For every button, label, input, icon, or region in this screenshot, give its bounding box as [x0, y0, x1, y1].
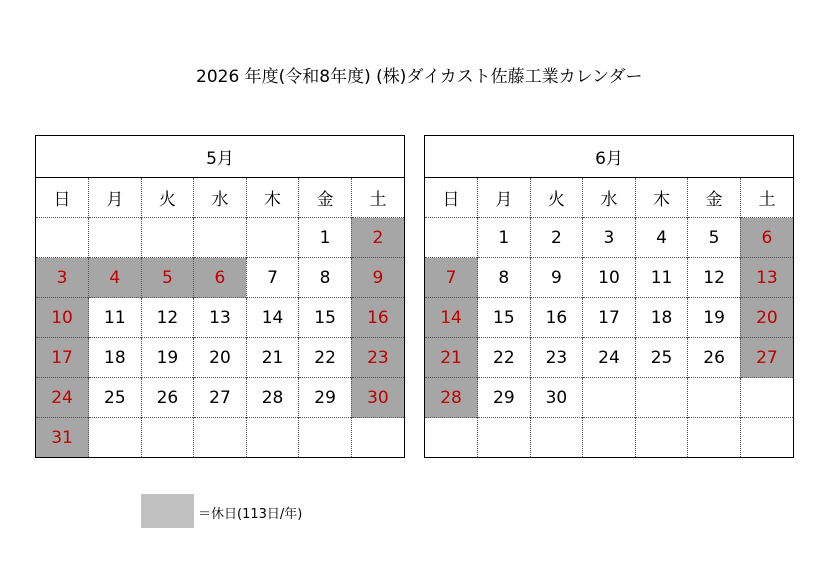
empty-day-cell	[583, 378, 636, 418]
weekday-header: 金	[299, 178, 352, 218]
weekday-header: 金	[688, 178, 741, 218]
weekday-header: 水	[194, 178, 247, 218]
day-cell: 2	[351, 218, 404, 258]
empty-day-cell	[583, 418, 636, 458]
weekday-header: 月	[478, 178, 531, 218]
day-cell: 13	[740, 258, 793, 298]
empty-day-cell	[740, 378, 793, 418]
day-cell: 23	[351, 338, 404, 378]
day-cell: 15	[299, 298, 352, 338]
week-row	[36, 298, 404, 338]
day-cell: 21	[246, 338, 299, 378]
weekday-header: 木	[246, 178, 299, 218]
week-row	[425, 218, 793, 258]
day-cell: 19	[688, 298, 741, 338]
empty-day-cell	[89, 418, 142, 458]
week-row	[36, 378, 404, 418]
day-cell: 2	[530, 218, 583, 258]
day-cell: 27	[194, 378, 247, 418]
day-cell: 18	[89, 338, 142, 378]
day-cell: 9	[351, 258, 404, 298]
empty-day-cell	[89, 218, 142, 258]
week-row	[36, 258, 404, 298]
week-row	[425, 378, 793, 418]
legend-swatch	[141, 494, 194, 528]
day-cell: 10	[36, 298, 89, 338]
day-cell: 5	[688, 218, 741, 258]
day-cell: 12	[141, 298, 194, 338]
week-row	[425, 298, 793, 338]
weekday-header: 日	[36, 178, 89, 218]
day-cell: 27	[740, 338, 793, 378]
day-cell: 8	[478, 258, 531, 298]
legend-text: ＝休日(113日/年)	[198, 507, 303, 522]
week-row	[36, 218, 404, 258]
week-row	[425, 418, 793, 458]
day-cell: 26	[141, 378, 194, 418]
empty-day-cell	[688, 418, 741, 458]
calendar-may	[35, 135, 405, 458]
day-cell: 11	[89, 298, 142, 338]
weekday-header: 土	[369, 190, 387, 210]
day-cell: 31	[36, 418, 89, 458]
week-row	[425, 338, 793, 378]
calendar-table	[425, 136, 793, 457]
empty-day-cell	[194, 218, 247, 258]
weekday-header: 水	[583, 178, 636, 218]
day-cell: 24	[36, 378, 89, 418]
day-cell: 8	[299, 258, 352, 298]
weekday-header: 火	[141, 178, 194, 218]
day-cell: 28	[425, 378, 478, 418]
empty-day-cell	[351, 418, 404, 458]
empty-day-cell	[425, 418, 478, 458]
weekday-header: 土	[758, 190, 776, 210]
day-cell: 26	[688, 338, 741, 378]
day-cell: 10	[583, 258, 636, 298]
empty-day-cell	[688, 378, 741, 418]
weekday-header: 日	[425, 178, 478, 218]
empty-day-cell	[740, 418, 793, 458]
week-row	[425, 258, 793, 298]
day-cell: 29	[299, 378, 352, 418]
empty-day-cell	[635, 418, 688, 458]
page-title: 2026 年度(令和8年度) (株)ダイカスト佐藤工業カレンダー	[196, 67, 643, 87]
empty-day-cell	[299, 418, 352, 458]
week-row	[36, 338, 404, 378]
day-cell: 11	[635, 258, 688, 298]
day-cell: 24	[583, 338, 636, 378]
day-cell: 13	[194, 298, 247, 338]
day-cell: 5	[141, 258, 194, 298]
day-cell: 1	[299, 218, 352, 258]
day-cell: 20	[740, 298, 793, 338]
empty-day-cell	[141, 418, 194, 458]
day-cell: 6	[194, 258, 247, 298]
empty-day-cell	[36, 218, 89, 258]
day-cell: 22	[478, 338, 531, 378]
empty-day-cell	[478, 418, 531, 458]
day-cell: 17	[583, 298, 636, 338]
day-cell: 14	[425, 298, 478, 338]
day-cell: 25	[635, 338, 688, 378]
day-cell: 30	[530, 378, 583, 418]
day-cell: 12	[688, 258, 741, 298]
day-cell: 23	[530, 338, 583, 378]
day-cell: 22	[299, 338, 352, 378]
day-cell: 4	[635, 218, 688, 258]
empty-day-cell	[635, 378, 688, 418]
empty-day-cell	[530, 418, 583, 458]
empty-day-cell	[141, 218, 194, 258]
month-title: 5月	[36, 136, 404, 178]
day-cell: 20	[194, 338, 247, 378]
day-cell: 30	[351, 378, 404, 418]
empty-day-cell	[425, 218, 478, 258]
day-cell: 28	[246, 378, 299, 418]
weekday-header: 木	[635, 178, 688, 218]
empty-day-cell	[246, 218, 299, 258]
day-cell: 3	[36, 258, 89, 298]
day-cell: 19	[141, 338, 194, 378]
calendar-table	[36, 136, 404, 457]
day-cell: 25	[89, 378, 142, 418]
weekday-header: 月	[89, 178, 142, 218]
day-cell: 18	[635, 298, 688, 338]
day-cell: 15	[478, 298, 531, 338]
calendar-june	[424, 135, 794, 458]
day-cell: 29	[478, 378, 531, 418]
empty-day-cell	[194, 418, 247, 458]
day-cell: 16	[530, 298, 583, 338]
day-cell: 4	[89, 258, 142, 298]
day-cell: 17	[36, 338, 89, 378]
empty-day-cell	[246, 418, 299, 458]
day-cell: 7	[246, 258, 299, 298]
day-cell: 16	[351, 298, 404, 338]
day-cell: 14	[246, 298, 299, 338]
day-cell: 6	[740, 218, 793, 258]
week-row	[36, 418, 404, 458]
day-cell: 3	[583, 218, 636, 258]
day-cell: 1	[478, 218, 531, 258]
day-cell: 9	[530, 258, 583, 298]
weekday-header: 火	[530, 178, 583, 218]
month-title: 6月	[425, 136, 793, 178]
day-cell: 7	[425, 258, 478, 298]
day-cell: 21	[425, 338, 478, 378]
